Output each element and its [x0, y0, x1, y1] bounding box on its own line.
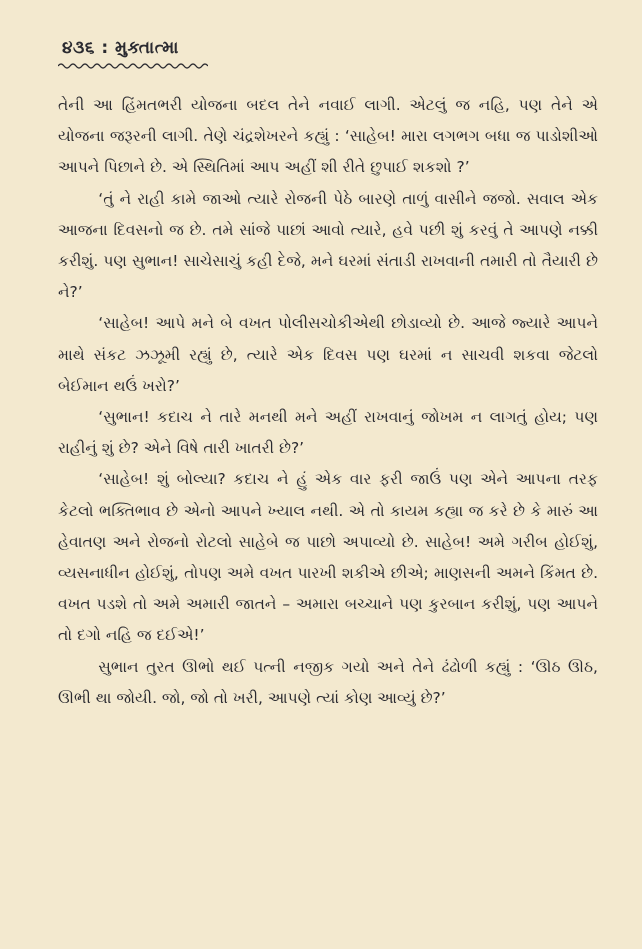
paragraph: ‘સાહેબ! શું બોલ્યા? કદાચ ને હું એક વાર ફરી જાઉં પણ એને આપના તરફ કેટલો ભક્તિભાવ છે એનો આપને ખ્યાલ નથી. એ તો કાયમ કહ્યા જ કરે છે કે મારું આ હેવાતણ અને રોજનો રોટલો સાહેબે જ પાછો અપાવ્યો છે. સાહેબ! અમે ગરીબ હોઈશું, વ્યસનાધીન હોઈશું, તોપણ અમે વખત પારખી શકીએ છીએ; માણસની અમને કિંમત છે. વખત પડશે તો અમે અમારી જાતને – અમારા બચ્ચાને પણ કુરબાન કરીશું, પણ આપને તો દગો નહિ જ દઈએ!’	[58, 470, 598, 645]
paragraph: તેની આ હિંમતભરી યોજના બદલ તેને નવાઈ લાગી. એટલું જ નહિ, પણ તેને એ યોજના જરૂરની લાગી. તેણે ચંદ્રશેખરને કહ્યું : ‘સાહેબ! મારા લગભગ બધા જ પાડોશીઓ આપને પિછાને છે. એ સ્થિતિમાં આપ અહીં શી રીતે છુપાઈ શકશો ?’	[58, 96, 598, 177]
book-title: મુક્તાત્મા	[115, 38, 179, 58]
paragraph: સુભાન તુરત ઊભો થઈ પત્ની નજીક ગયો અને તેને ઢંઢોળી કહ્યું : ‘ઊઠ ઊઠ, ઊભી થા જોયી. જો, જો તો ખરી, આપણે ત્યાં કોણ આવ્યું છે?’	[58, 657, 598, 707]
paragraph: ‘સાહેબ! આપે મને બે વખત પોલીસચોકીએથી છોડાવ્યો છે. આજે જ્યારે આપને માથે સંકટ ઝઝૂમી રહ્યું છે, ત્યારે એક દિવસ પણ ઘરમાં ન સાચવી શકવા જેટલો બેઈમાન થઉં ખરો?’	[58, 314, 598, 395]
page-number: ૪૩૬	[62, 38, 95, 58]
paragraph: ‘સુભાન! કદાચ ને તારે મનથી મને અહીં રાખવાનું જોખમ ન લાગતું હોય; પણ રાહીનું શું છે? એને વિષે તારી ખાતરી છે?’	[58, 408, 598, 458]
running-header	[62, 38, 179, 58]
paragraph: ‘તું ને રાહી કામે જાઓ ત્યારે રોજની પેઠે બારણે તાળું વાસીને જજો. સવાલ એક આજના દિવસનો જ છે. તમે સાંજે પાછાં આવો ત્યારે, હવે પછી શું કરવું તે આપણે નક્કી કરીશું. પણ સુભાન! સાચેસાચું કહી દેજે, મને ઘરમાં સંતાડી રાખવાની તમારી તો તૈયારી છે ને?’	[58, 189, 598, 302]
header-wavy-underline	[58, 62, 208, 70]
body-text	[58, 90, 598, 714]
header-separator: :	[101, 38, 109, 58]
